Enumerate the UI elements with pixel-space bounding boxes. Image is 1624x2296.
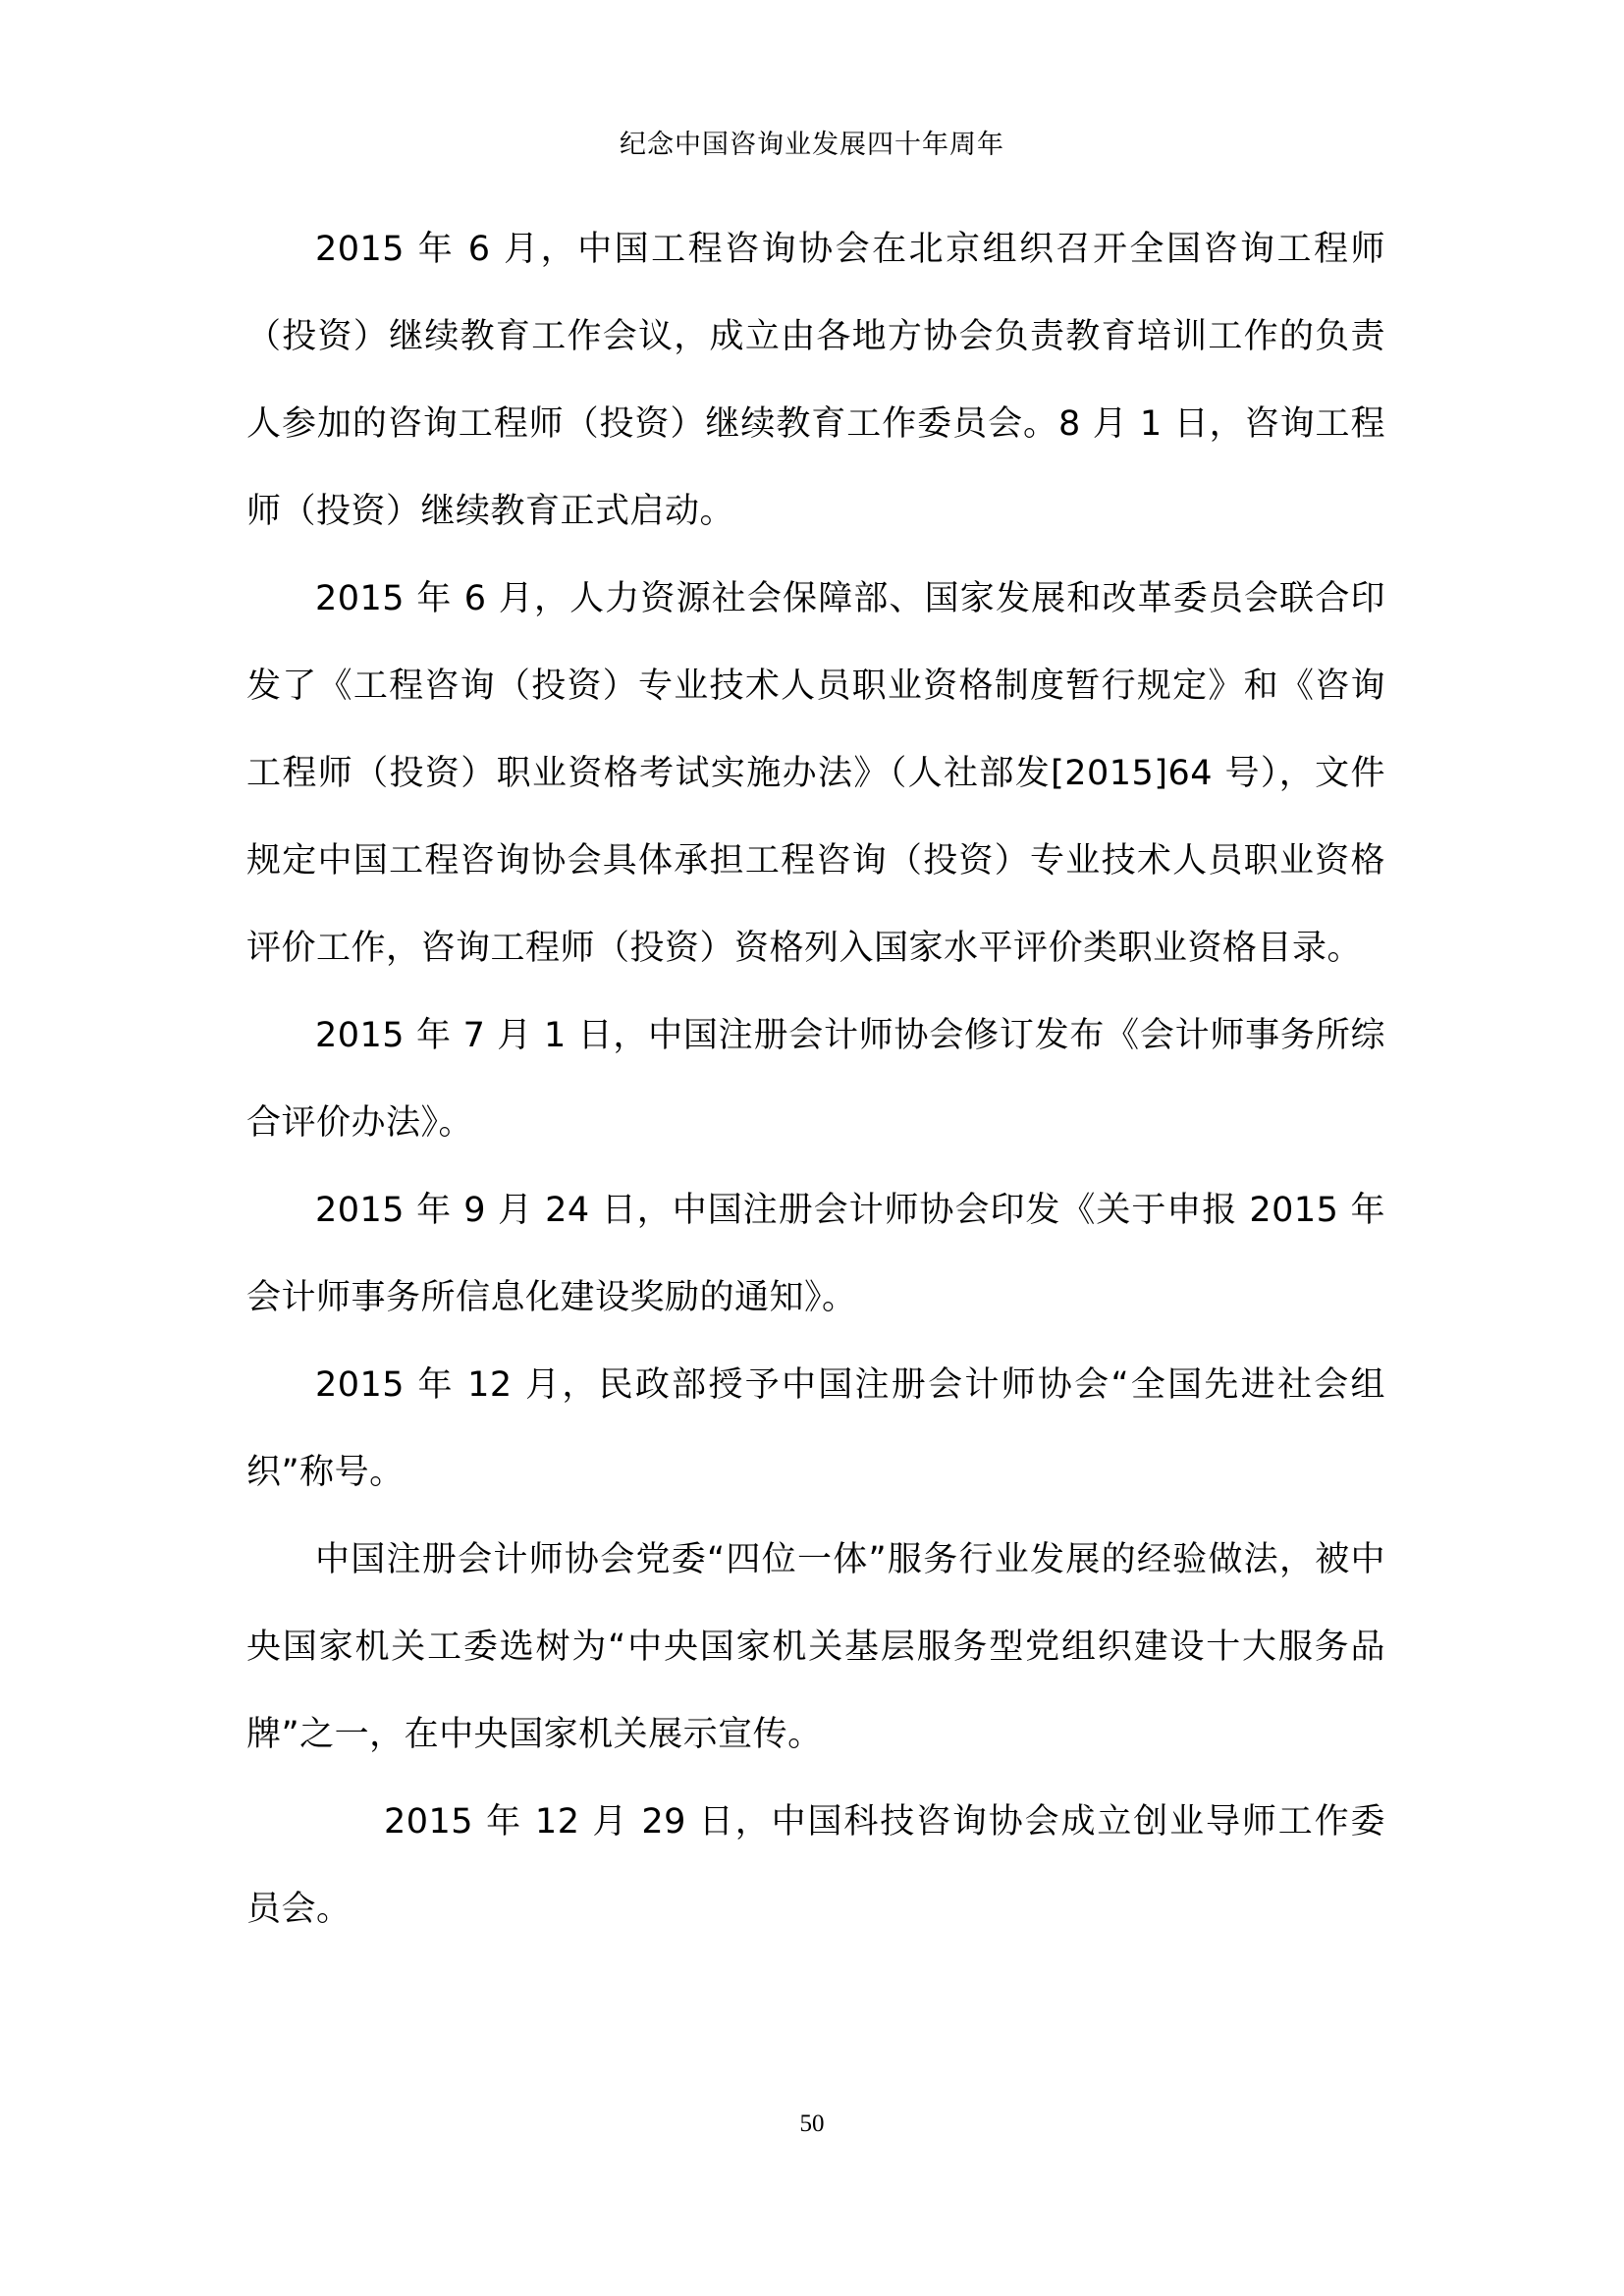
document-body — [246, 206, 1385, 1953]
page-header-title: 纪念中国咨询业发展四十年周年 — [620, 130, 1004, 160]
paragraph-1: 2015 年 6 月，中国工程咨询协会在北京组织召开全国咨询工程师（投资）继续教育工作会议，成立由各地方协会负责教育培训工作的负责人参加的咨询工程师（投资）继续教育工作委员会。8 月 1 日，咨询工程师（投资）继续教育正式启动。 — [246, 230, 1385, 531]
page-number: 50 — [799, 2110, 825, 2137]
paragraph-5: 2015 年 12 月，民政部授予中国注册会计师协会“全国先进社会组织”称号。 — [246, 1365, 1385, 1492]
paragraph-2: 2015 年 6 月，人力资源社会保障部、国家发展和改革委员会联合印发了《工程咨询（投资）专业技术人员职业资格制度暂行规定》和《咨询工程师（投资）职业资格考试实施办法》（人社部发[2015]64 号），文件规定中国工程咨询协会具体承担工程咨询（投资）专业技术人员职业资格评价工作，咨询工程师（投资）资格列入国家水平评价类职业资格目录。 — [246, 579, 1385, 968]
paragraph-7: 2015 年 12 月 29 日，中国科技咨询协会成立创业导师工作委员会。 — [246, 1802, 1385, 1929]
paragraph-3: 2015 年 7 月 1 日，中国注册会计师协会修订发布《会计师事务所综合评价办法》。 — [246, 1016, 1385, 1143]
paragraph-6: 中国注册会计师协会党委“四位一体”服务行业发展的经验做法，被中央国家机关工委选树为“中央国家机关基层服务型党组织建设十大服务品牌”之一，在中央国家机关展示宣传。 — [246, 1540, 1385, 1754]
paragraph-4: 2015 年 9 月 24 日，中国注册会计师协会印发《关于申报 2015 年会计师事务所信息化建设奖励的通知》。 — [246, 1191, 1385, 1317]
